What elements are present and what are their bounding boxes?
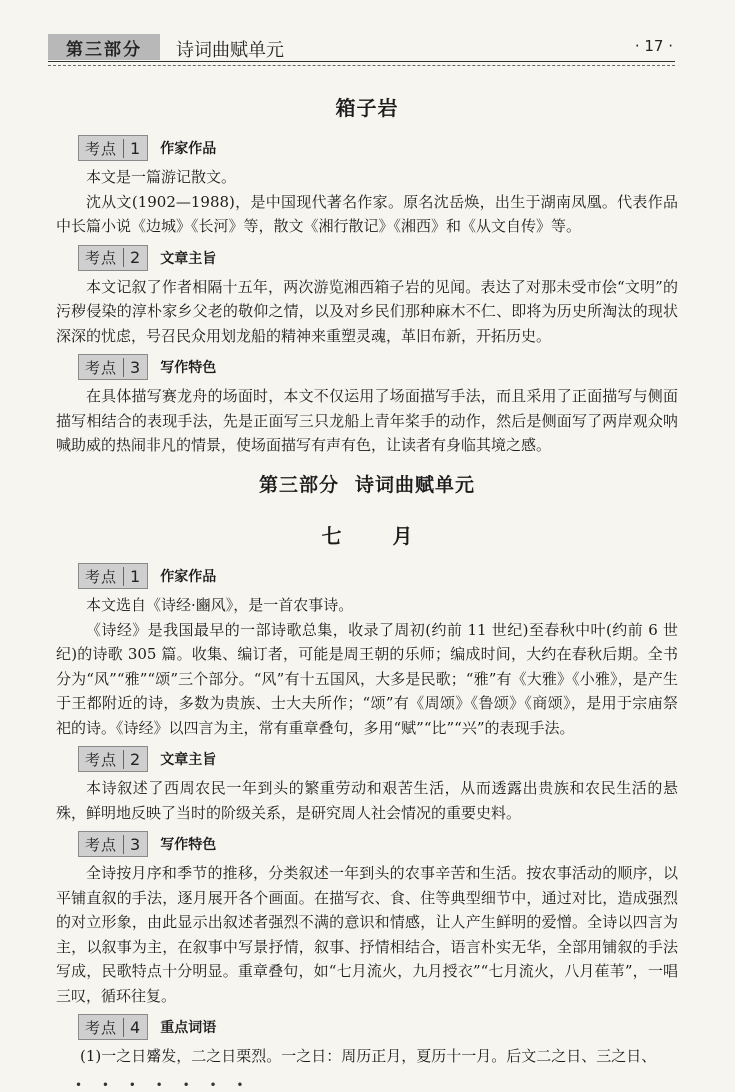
page-number: · 17 ·	[634, 37, 673, 55]
paragraph: 本诗叙述了西周农民一年到头的繁重劳动和艰苦生活，从而透露出贵族和农民生活的悬殊，鲜明地反映了当时的阶级关系，是研究周人社会情况的重要史料。	[56, 779, 678, 822]
header-part-label: 第三部分	[48, 34, 160, 60]
paragraph: 沈从文(1902—1988)，是中国现代著名作家。原名沈岳焕，出生于湖南凤凰。代表作品中长篇小说《边城》《长河》等，散文《湘行散记》《湘西》和《从文自传》等。	[56, 192, 678, 235]
kaodian-heading	[78, 563, 678, 589]
kaodian-heading	[78, 746, 678, 772]
kaodian-heading	[78, 1014, 678, 1040]
kaodian-badge: 考点 1	[78, 563, 148, 589]
paragraph: 本文选自《诗经·豳风》，是一首农事诗。	[86, 596, 354, 614]
kaodian-label: 文章主旨	[160, 250, 217, 267]
kaodian-heading	[78, 245, 678, 271]
section-xiangziyan	[56, 92, 678, 458]
kaodian-badge: 考点 4	[78, 1014, 148, 1040]
kaodian-badge: 考点 2	[78, 245, 148, 271]
kaodian-badge: 考点 3	[78, 831, 148, 857]
kaodian-heading	[78, 354, 678, 380]
section-qiyue	[56, 520, 678, 1069]
kaodian-label: 文章主旨	[160, 752, 217, 768]
kaodian-badge: 考点 1	[78, 135, 148, 161]
kaodian-label: 作家作品	[160, 569, 217, 585]
paragraph: 本文是一篇游记散文。	[86, 168, 237, 186]
kaodian-badge: 考点 2	[78, 746, 148, 772]
paragraph: 本文记叙了作者相隔十五年，两次游览湘西箱子岩的见闻。表达了对那未受市侩“文明”的污秽侵染的淳朴家乡父老的敬仰之情，以及对乡民们那种麻木不仁、即将为历史所淘汰的现状深深的忧虑，号召民众用划龙船的精神来重塑灵魂，革旧布新，开拓历史。	[56, 277, 678, 345]
kaodian-heading	[78, 831, 678, 857]
emphasis-dots: • • • • • • •	[75, 1078, 252, 1092]
header-rule-dashed	[48, 65, 675, 66]
header-rule	[48, 61, 675, 62]
kaodian-label: 作家作品	[160, 141, 217, 157]
kaodian-badge: 考点 3	[78, 354, 148, 380]
paragraph: 在具体描写赛龙舟的场面时，本文不仅运用了场面描写手法，而且采用了正面描写与侧面描写相结合的表现手法，先是正面写三只龙船上青年桨手的动作，然后是侧面写了两岸观众呐喊助威的热闹非凡的情景，使场面描写有声有色，让读者有身临其境之感。	[56, 387, 678, 454]
paragraph: (1)一之日觱发，二之日栗烈。一之日：周历正月，夏历十一月。后文二之日、三之日、	[80, 1047, 657, 1065]
kaodian-label: 写作特色	[160, 360, 217, 376]
part-heading: 第三部分 诗词曲赋单元	[258, 474, 476, 496]
section-title: 箱子岩	[335, 96, 399, 120]
paragraph: 全诗按月序和季节的推移，分类叙述一年到头的农事辛苦和生活。按农事活动的顺序，以平铺直叙的手法，逐月展开各个画面。在描写衣、食、住等典型细节中，通过对比，造成强烈的对立形象，由此显示出叙述者强烈不满的意识和情感，让人产生鲜明的爱憎。全诗以四言为主，以叙事为主，在叙事中写景抒情，叙事、抒情相结合，语言朴实无华，全部用铺叙的手法写成，民歌特点十分明显。重章叠句，如“七月流火，九月授衣”“七月流火，八月萑苇”，一唱三叹，循环往复。	[56, 864, 678, 1005]
header-part-title: 诗词曲赋单元	[176, 40, 284, 61]
kaodian-label: 写作特色	[160, 837, 217, 853]
paragraph: 《诗经》是我国最早的一部诗歌总集，收录了周初(约前 11 世纪)至春秋中叶(约前 6 世纪)的诗歌 305 篇。收集、编订者，可能是周王朝的乐师；编成时间，大约在春秋后期。全书分为“风”“雅”“颂”三个部分。“风”有十五国风，大多是民歌；“雅”有《大雅》《小雅》，是产生于王都附近的诗，多数为贵族、士大夫所作；“颂”有《周颂》《鲁颂》《商颂》，是用于宗庙祭祀的诗。《诗经》以四言为主，常有重章叠句，多用“赋”“比”“兴”的表现手法。	[56, 620, 678, 737]
section-title: 七 月	[321, 524, 435, 548]
kaodian-heading	[78, 135, 678, 161]
kaodian-label: 重点词语	[160, 1020, 217, 1036]
